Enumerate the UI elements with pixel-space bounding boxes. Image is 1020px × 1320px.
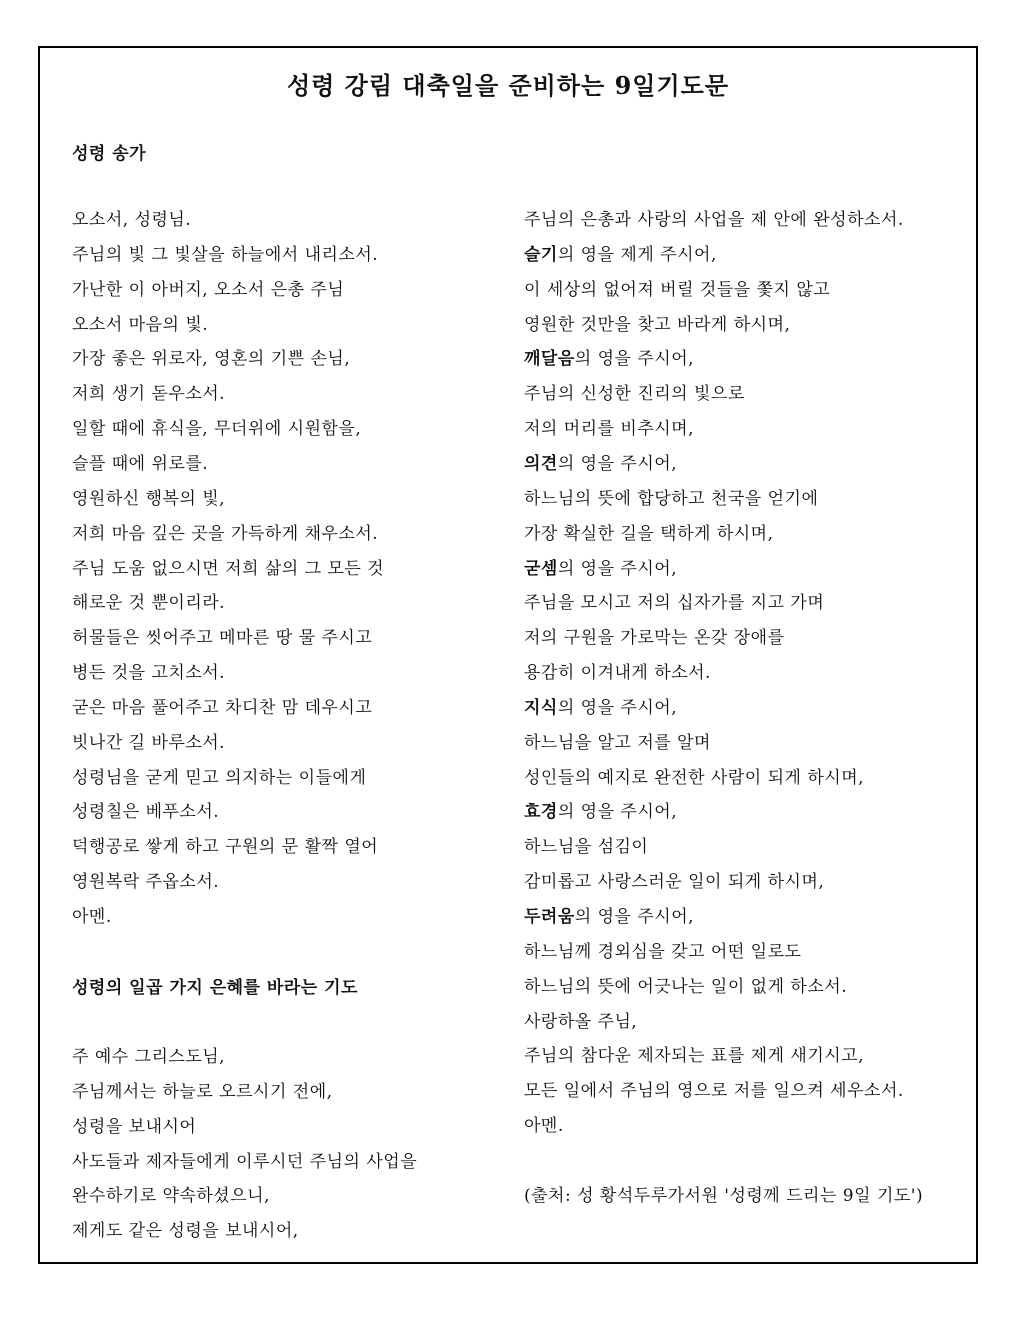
prayer-line-text: 주님의 참다운 제자되는 표를 제게 새기시고,: [524, 1046, 865, 1067]
prayer-line: [524, 487, 818, 511]
sequence-line: 일할 때에 휴식을, 무더위에 시원함을,: [72, 419, 362, 440]
prayer-line: [524, 382, 745, 406]
sequence-line: 병든 것을 고치소서.: [72, 663, 226, 684]
sequence-line: 성령칠은 베푸소서.: [72, 802, 220, 823]
sequence-line: 저희 생기 돋우소서.: [72, 384, 226, 405]
prayer-line: [524, 870, 824, 894]
sequence-line: 주님의 빛 그 빛살을 하늘에서 내리소서.: [72, 244, 379, 265]
prayer-line: [524, 591, 824, 615]
gift-keyword: 굳셈: [524, 558, 558, 579]
prayer-line-text: 의 영을 주시어,: [557, 453, 678, 474]
sequence-line: 빗나간 길 바루소서.: [72, 732, 226, 753]
prayer-line: 성령을 보내시어: [72, 1116, 197, 1137]
prayer-line-text: 용감히 이겨내게 하소서.: [524, 663, 711, 684]
section-heading-sequence: 성령 송가: [72, 144, 147, 164]
prayer-line-text: 감미롭고 사랑스러운 일이 되게 하시며,: [524, 872, 825, 893]
prayer-line: [524, 835, 648, 859]
page-title: 성령 강림 대축일을 준비하는 9일기도문: [286, 71, 730, 100]
gift-keyword: 깨달음: [524, 349, 575, 370]
prayer-line: [524, 905, 694, 929]
sequence-line: 오소서, 성령님.: [72, 210, 192, 230]
prayer-line-text: 하느님의 뜻에 합당하고 천국을 얻기에: [524, 488, 819, 509]
sequence-line: 오소서 마음의 빛.: [72, 314, 209, 335]
prayer-line: [524, 1079, 904, 1103]
prayer-line: [524, 452, 677, 476]
prayer-line-text: 모든 일에서 주님의 영으로 저를 일으켜 세우소서.: [524, 1081, 904, 1102]
prayer-line-text: 주님의 신성한 진리의 빛으로: [524, 384, 745, 405]
prayer-line: [524, 243, 717, 267]
prayer-line: [524, 731, 711, 755]
gift-keyword: 의견: [524, 453, 558, 474]
prayer-line: [524, 975, 847, 999]
prayer-line: [524, 1114, 564, 1138]
prayer-line: 주 예수 그리스도님,: [72, 1047, 226, 1067]
prayer-line: 사도들과 제자들에게 이루시던 주님의 사업을: [72, 1151, 418, 1172]
prayer-line-text: 주님의 은총과 사랑의 사업을 제 안에 완성하소서.: [524, 210, 904, 230]
prayer-line: [524, 940, 801, 964]
prayer-line: [524, 313, 790, 337]
prayer-line: [524, 661, 711, 685]
prayer-line-text: 하느님께 경외심을 갖고 어떤 일로도: [524, 941, 802, 962]
prayer-line-text: 의 영을 주시어,: [574, 349, 695, 370]
prayer-line-text: 하느님을 섬김이: [524, 837, 649, 858]
prayer-line: [524, 417, 694, 441]
prayer-line: [524, 696, 677, 720]
prayer-line: [524, 278, 830, 302]
prayer-line: [524, 347, 694, 371]
sequence-line: 주님 도움 없으시면 저희 삶의 그 모든 것: [72, 558, 385, 579]
prayer-line-text: 이 세상의 없어져 버릴 것들을 쫓지 않고: [524, 279, 831, 300]
prayer-line-text: 성인들의 예지로 완전한 사람이 되게 하시며,: [524, 767, 865, 788]
sequence-line: 성령님을 굳게 믿고 의지하는 이들에게: [72, 767, 367, 788]
prayer-line-text: 의 영을 제게 주시어,: [557, 244, 717, 265]
prayer-line: 완수하기로 약속하셨으니,: [72, 1186, 270, 1207]
prayer-line: [524, 208, 904, 232]
prayer-line-text: 의 영을 주시어,: [557, 558, 678, 579]
prayer-line-text: 저의 구원을 가로막는 온갖 장애를: [524, 628, 785, 649]
gift-keyword: 슬기: [524, 244, 558, 265]
sequence-line: 가장 좋은 위로자, 영혼의 기쁜 손님,: [72, 349, 351, 370]
prayer-line-text: 의 영을 주시어,: [574, 907, 695, 927]
sequence-line: 영원하신 행복의 빛,: [72, 488, 226, 509]
prayer-line: 제게도 같은 성령을 보내시어,: [72, 1221, 299, 1242]
prayer-line-text: 하느님의 뜻에 어긋나는 일이 없게 하소서.: [524, 976, 848, 997]
sequence-line: 슬플 때에 위로를.: [72, 453, 209, 474]
prayer-line: [524, 800, 677, 824]
sequence-line: 저희 마음 깊은 곳을 가득하게 채우소서.: [72, 523, 379, 544]
prayer-line: [524, 1010, 637, 1034]
prayer-line: [524, 626, 785, 650]
sequence-line: 가난한 이 아버지, 오소서 은총 주님: [72, 279, 345, 300]
source-citation: (출처: 성 황석두루가서원 '성령께 드리는 9일 기도'): [524, 1186, 924, 1206]
sequence-line: 굳은 마음 풀어주고 차디찬 맘 데우시고: [72, 697, 373, 718]
gift-keyword: 지식: [524, 697, 558, 718]
prayer-line: 주님께서는 하늘로 오르시기 전에,: [72, 1081, 333, 1102]
sequence-line: 영원복락 주옵소서.: [72, 872, 220, 893]
prayer-line-text: 영원한 것만을 찾고 바라게 하시며,: [524, 314, 791, 335]
sequence-line: 아멘.: [72, 907, 112, 927]
prayer-line-text: 주님을 모시고 저의 십자가를 지고 가며: [524, 593, 825, 614]
prayer-line-text: 의 영을 주시어,: [557, 802, 678, 823]
prayer-line: [524, 522, 774, 546]
prayer-line: [524, 766, 864, 790]
prayer-line-text: 하느님을 알고 저를 알며: [524, 732, 711, 753]
sequence-line: 허물들은 씻어주고 메마른 땅 물 주시고: [72, 628, 373, 649]
prayer-line-text: 저의 머리를 비추시며,: [524, 419, 695, 440]
sequence-line: 덕행공로 쌓게 하고 구원의 문 활짝 열어: [72, 837, 379, 858]
gift-keyword: 효경: [524, 802, 558, 823]
section-heading-prayer: 성령의 일곱 가지 은혜를 바라는 기도: [72, 978, 358, 998]
prayer-line-text: 사랑하올 주님,: [524, 1011, 638, 1032]
prayer-line-text: 아멘.: [524, 1116, 564, 1137]
prayer-line: [524, 1044, 864, 1068]
gift-keyword: 두려움: [524, 907, 575, 927]
prayer-line-text: 가장 확실한 길을 택하게 하시며,: [524, 523, 774, 544]
prayer-line: [524, 557, 677, 581]
prayer-line-text: 의 영을 주시어,: [557, 697, 678, 718]
sequence-line: 해로운 것 뿐이리라.: [72, 593, 226, 614]
